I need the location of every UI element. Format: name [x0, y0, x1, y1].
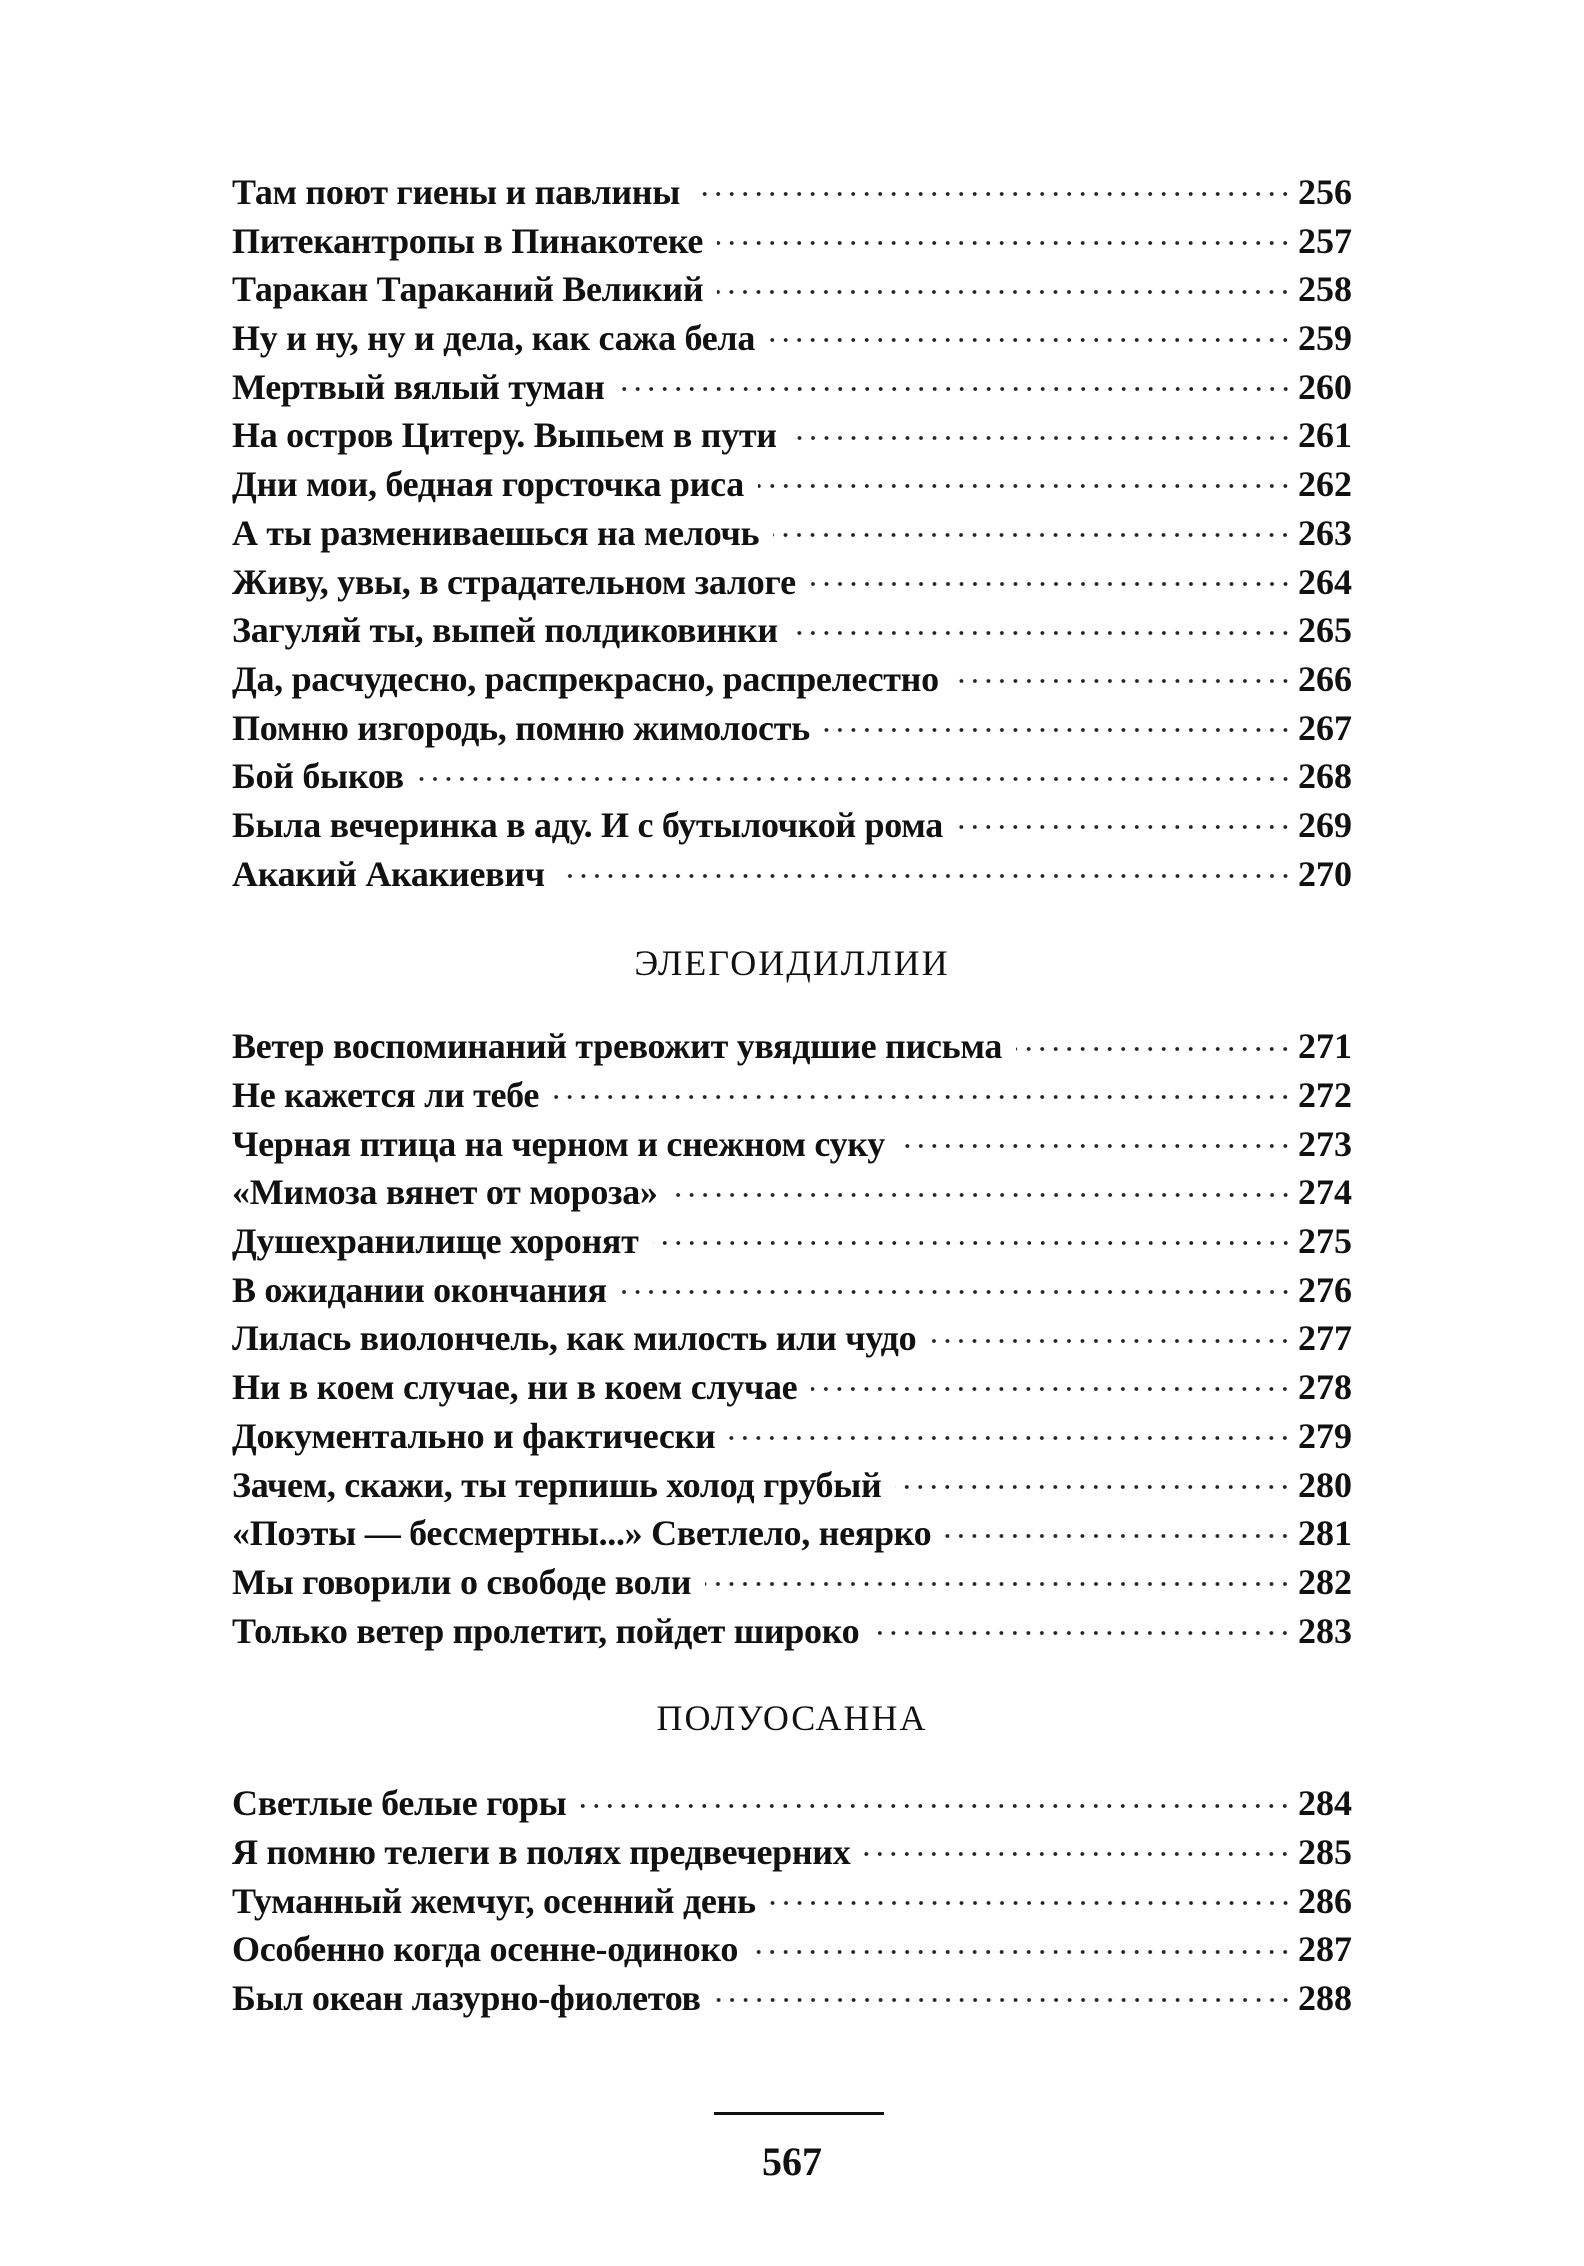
toc-entry-title: Мертвый вялый туман — [232, 366, 605, 407]
toc-entry-title: Таракан Тараканий Великий — [232, 269, 704, 310]
dot-leader — [621, 1266, 1292, 1302]
toc-entry — [232, 801, 1352, 850]
toc-entry — [232, 704, 1352, 753]
dot-leader — [811, 1363, 1292, 1399]
toc-entry — [232, 509, 1352, 558]
dot-leader — [694, 168, 1292, 204]
toc-entry-title: Мы говорили о свободе воли — [232, 1561, 692, 1602]
toc-entry — [232, 363, 1352, 412]
toc-entry-title: Особенно когда осенне-одиноко — [232, 1929, 739, 1970]
toc-entry-title: Не кажется ли тебе — [232, 1075, 540, 1115]
toc-entry — [232, 1828, 1352, 1877]
toc-entry-page: 270 — [1298, 853, 1352, 894]
toc-entry-page: 280 — [1298, 1464, 1352, 1505]
toc-entry-page: 256 — [1298, 172, 1352, 212]
toc-entry-page: 259 — [1298, 318, 1352, 359]
toc-entry-title: Живу, увы, в страдательном залоге — [232, 561, 796, 602]
toc-entry-page: 285 — [1298, 1831, 1352, 1872]
toc-entry-title: Питекантропы в Пинакотеке — [232, 220, 704, 261]
toc-entry-page: 288 — [1298, 1978, 1352, 2018]
toc-entry-title: Да, расчудесно, распрекрасно, распрелестно — [232, 658, 939, 699]
toc-entry — [232, 606, 1352, 655]
toc-entry-page: 262 — [1298, 464, 1352, 505]
toc-entry-title: А ты размениваешься на мелочь — [232, 512, 760, 553]
toc-entry — [232, 850, 1352, 899]
toc-list-section-2 — [232, 1022, 1352, 1655]
toc-list-section-3 — [232, 1779, 1352, 2022]
toc-entry-title: Туманный жемчуг, осенний день — [232, 1880, 756, 1921]
toc-entry — [232, 265, 1352, 314]
toc-entry — [232, 558, 1352, 607]
section-heading: ЭЛЕГОИДИЛЛИИ — [634, 943, 950, 984]
toc-entry-page: 275 — [1298, 1221, 1352, 1262]
dot-leader — [770, 1877, 1292, 1913]
toc-entry — [232, 1925, 1352, 1974]
dot-leader — [672, 1168, 1292, 1204]
dot-leader — [953, 655, 1292, 691]
toc-entry-title: Бой быков — [232, 756, 404, 797]
dot-leader — [553, 1071, 1292, 1107]
dot-leader — [705, 1558, 1292, 1594]
toc-entry-page: 274 — [1298, 1172, 1352, 1213]
toc-entry-title: Ну и ну, ну и дела, как сажа бела — [232, 318, 756, 359]
toc-entry-title: Акакий Акакиевич — [232, 853, 545, 894]
toc-entry — [232, 217, 1352, 266]
toc-entry-page: 266 — [1298, 658, 1352, 699]
toc-entry-page: 273 — [1298, 1123, 1352, 1164]
toc-entry — [232, 1217, 1352, 1266]
dot-leader — [824, 704, 1292, 740]
toc-entry-title: В ожидании окончания — [232, 1269, 607, 1310]
table-of-contents — [232, 168, 1352, 2023]
dot-leader — [418, 752, 1292, 788]
toc-entry — [232, 1779, 1352, 1828]
toc-entry — [232, 314, 1352, 363]
toc-entry — [232, 460, 1352, 509]
toc-entry-page: 279 — [1298, 1415, 1352, 1456]
toc-entry-page: 263 — [1298, 512, 1352, 553]
dot-leader — [864, 1828, 1292, 1864]
section-heading: ПОЛУОСАННА — [656, 1698, 928, 1739]
dot-leader — [758, 460, 1292, 496]
toc-entry — [232, 411, 1352, 460]
toc-entry-title: Только ветер пролетит, пойдет широко — [232, 1610, 860, 1651]
dot-leader — [619, 363, 1292, 399]
toc-entry — [232, 1266, 1352, 1315]
toc-entry — [232, 1022, 1352, 1071]
toc-entry-title: Была вечеринка в аду. И с бутылочкой рома — [232, 804, 943, 845]
toc-entry-title: Черная птица на черном и снежном суку — [232, 1123, 885, 1164]
dot-leader — [957, 801, 1292, 837]
page-number: 567 — [762, 2139, 822, 2184]
toc-entry — [232, 1363, 1352, 1412]
dot-leader — [792, 606, 1292, 642]
toc-entry — [232, 1974, 1352, 2023]
dot-leader — [715, 1974, 1292, 2010]
toc-entry — [232, 1558, 1352, 1607]
dot-leader — [580, 1779, 1292, 1815]
toc-entry-title: Помню изгородь, помню жимолость — [232, 707, 810, 748]
toc-entry — [232, 168, 1352, 217]
toc-entry — [232, 752, 1352, 801]
toc-entry-page: 268 — [1298, 756, 1352, 797]
dot-leader — [717, 265, 1292, 301]
dot-leader — [769, 314, 1292, 350]
toc-entry-page: 281 — [1298, 1513, 1352, 1554]
toc-entry — [232, 1168, 1352, 1217]
toc-entry — [232, 1877, 1352, 1926]
toc-entry-title: Я помню телеги в полях предвечерних — [232, 1831, 851, 1872]
toc-entry — [232, 1461, 1352, 1510]
dot-leader — [773, 509, 1292, 545]
toc-entry-title: Загуляй ты, выпей полдиковинки — [232, 610, 778, 651]
toc-entry-title: Светлые белые горы — [232, 1783, 567, 1824]
dot-leader — [729, 1412, 1292, 1448]
toc-entry-page: 277 — [1298, 1318, 1352, 1359]
toc-entry — [232, 1071, 1352, 1120]
toc-entry-title: Лилась виолончель, как милость или чудо — [232, 1318, 917, 1359]
toc-entry-title: Зачем, скажи, ты терпишь холод грубый — [232, 1464, 882, 1505]
footer-divider — [714, 2112, 884, 2115]
dot-leader — [930, 1314, 1292, 1350]
toc-entry-title: Ветер воспоминаний тревожит увядшие письма — [232, 1026, 1003, 1067]
toc-entry — [232, 1607, 1352, 1656]
dot-leader — [873, 1607, 1292, 1643]
toc-entry-page: 286 — [1298, 1880, 1352, 1921]
toc-list-section-1 — [232, 168, 1352, 898]
toc-entry-page: 287 — [1298, 1929, 1352, 1970]
dot-leader — [899, 1120, 1292, 1156]
toc-entry-title: Дни мои, бедная горсточка риса — [232, 464, 744, 505]
dot-leader — [752, 1925, 1292, 1961]
dot-leader — [945, 1509, 1292, 1545]
toc-entry-page: 284 — [1298, 1783, 1352, 1824]
toc-entry-page: 272 — [1298, 1075, 1352, 1115]
toc-entry-page: 269 — [1298, 804, 1352, 845]
toc-entry-page: 276 — [1298, 1269, 1352, 1310]
toc-entry-title: Документально и фактически — [232, 1415, 716, 1456]
toc-entry-page: 265 — [1298, 610, 1352, 651]
dot-leader — [1016, 1022, 1292, 1058]
toc-entry — [232, 1509, 1352, 1558]
toc-entry-page: 282 — [1298, 1561, 1352, 1602]
toc-entry-page: 261 — [1298, 415, 1352, 456]
toc-entry-title: Душехранилище хоронят — [232, 1221, 639, 1262]
toc-entry-page: 283 — [1298, 1610, 1352, 1651]
toc-entry — [232, 1120, 1352, 1169]
toc-entry-page: 267 — [1298, 707, 1352, 748]
toc-entry — [232, 1412, 1352, 1461]
toc-entry-page: 278 — [1298, 1367, 1352, 1408]
dot-leader — [895, 1461, 1292, 1497]
toc-entry-title: «Мимоза вянет от мороза» — [232, 1172, 658, 1213]
toc-entry-page: 260 — [1298, 366, 1352, 407]
toc-entry-title: На остров Цитеру. Выпьем в пути — [232, 415, 777, 456]
toc-entry-title: Ни в коем случае, ни в коем случае — [232, 1367, 798, 1408]
toc-entry — [232, 655, 1352, 704]
toc-entry-title: Там поют гиены и павлины — [232, 172, 681, 212]
toc-entry-page: 271 — [1298, 1026, 1352, 1067]
toc-entry — [232, 1314, 1352, 1363]
toc-entry-page: 264 — [1298, 561, 1352, 602]
toc-entry-page: 257 — [1298, 220, 1352, 261]
dot-leader — [791, 411, 1292, 447]
dot-leader — [559, 850, 1292, 886]
toc-entry-title: Был океан лазурно-фиолетов — [232, 1978, 701, 2018]
dot-leader — [810, 558, 1292, 594]
toc-entry-page: 258 — [1298, 269, 1352, 310]
dot-leader — [653, 1217, 1293, 1253]
dot-leader — [717, 217, 1292, 253]
toc-entry-title: «Поэты — бессмертны...» Светлело, неярко — [232, 1513, 932, 1554]
